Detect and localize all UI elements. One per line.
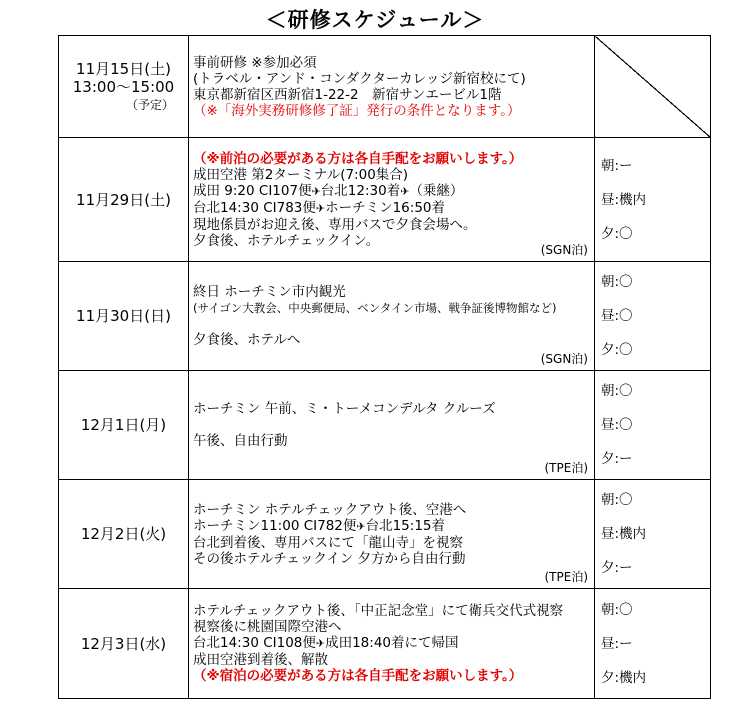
detail-line: その後ホテルチェックイン 夕方から自由行動 (193, 550, 466, 567)
detail-cell (189, 589, 595, 699)
meal-breakfast: 朝:ー (601, 157, 633, 174)
table-row (59, 262, 711, 371)
stay-label: (SGN泊) (540, 352, 588, 366)
meal-lunch: 昼:〇 (601, 308, 633, 324)
detail-line: 午後、自由行動 (193, 433, 288, 449)
stay-label: (TPE泊) (544, 461, 588, 475)
date-cell (59, 589, 189, 699)
detail-line: ホーチミン ホテルチェックアウト後、空港へ (193, 501, 467, 518)
meal-lunch: 昼:〇 (601, 417, 633, 433)
detail-line: 現地係員がお迎え後、専用バスで夕食会場へ。 (193, 216, 477, 233)
detail-line: 事前研修 ※参加必須 (193, 54, 317, 71)
flight-depart: 台北14:30 CI783便 (193, 199, 316, 216)
meal-dinner: 夕:〇 (601, 342, 633, 358)
detail-line: 終日 ホーチミン市内観光 (193, 284, 346, 300)
meal-breakfast: 朝:〇 (601, 383, 633, 399)
transit-label: （乗継） (409, 182, 464, 199)
table-row (59, 371, 711, 480)
meal-lunch: 昼:機内 (601, 526, 647, 542)
page-title: ＜研修スケジュール＞ (265, 8, 485, 32)
date-cell (59, 36, 189, 138)
flight-depart: 成田 9:20 CI107便 (193, 182, 312, 199)
meal-dinner: 夕:ー (601, 560, 633, 576)
detail-line: 東京都新宿区西新宿1-22-2 新宿サンエービル1階 (193, 86, 502, 103)
time-label: 13:00～15:00 (72, 77, 175, 96)
detail-cell (189, 262, 595, 371)
detail-line: 夕食後、ホテルへ (193, 332, 301, 348)
stay-arrangement-note: （※宿泊の必要がある方は各自手配をお願いします。） (193, 668, 523, 684)
meal-breakfast: 朝:〇 (601, 601, 633, 618)
meal-cell (595, 262, 711, 371)
stay-label: (TPE泊) (544, 570, 588, 584)
table-row (59, 138, 711, 262)
detail-line: 成田空港 第2ターミナル(7:00集合) (193, 166, 409, 183)
meal-lunch: 昼:機内 (601, 191, 647, 208)
detail-cell (189, 480, 595, 589)
flight-arrive: ホーチミン16:50着 (325, 199, 445, 216)
detail-line (193, 183, 590, 200)
stay-label: (SGN泊) (540, 243, 588, 257)
date-cell (59, 138, 189, 262)
date-note: （予定） (125, 97, 174, 112)
flight-arrive: 成田18:40着にて帰国 (325, 635, 459, 651)
flight-depart: ホーチミン11:00 CI782便 (193, 517, 357, 534)
meal-dinner: 夕:〇 (601, 225, 633, 242)
flight-arrive: 台北12:30着 (320, 182, 401, 199)
schedule-table (58, 35, 711, 699)
meal-lunch: 昼:ー (601, 635, 633, 652)
date-cell (59, 480, 189, 589)
meal-cell (595, 371, 711, 480)
airplane-icon: ✈ (356, 519, 366, 533)
detail-line: ホーチミン 午前、ミ・トーメコンデルタ クルーズ (193, 401, 496, 417)
date-label: 12月3日(水) (80, 634, 167, 653)
meal-breakfast: 朝:〇 (601, 274, 633, 290)
detail-line (193, 200, 590, 217)
detail-line: 台北到着後、専用バスにて「龍山寺」を視察 (193, 534, 463, 551)
meal-breakfast: 朝:〇 (601, 492, 633, 508)
detail-cell (189, 371, 595, 480)
certificate-note: （※「海外実務研修修了証」発行の条件となります。） (193, 102, 521, 119)
airplane-icon: ✈ (400, 184, 410, 198)
detail-line: ホテルチェックアウト後、「中正記念堂」にて衛兵交代式視察 (193, 603, 564, 619)
date-label: 11月15日(土) (76, 59, 171, 78)
flight-arrive: 台北15:15着 (365, 517, 445, 534)
meal-cell (595, 138, 711, 262)
detail-line (193, 518, 590, 535)
flight-depart: 台北14:30 CI108便 (193, 635, 316, 651)
meal-cell (595, 480, 711, 589)
detail-line: (サイゴン大教会、中央郵便局、ベンタイン市場、戦争証後博物館など) (193, 301, 557, 315)
meal-cell (595, 589, 711, 699)
date-label: 11月29日(土) (76, 190, 171, 209)
detail-line: 夕食後、ホテルチェックイン。 (193, 232, 380, 249)
table-row (59, 36, 711, 138)
detail-cell (189, 138, 595, 262)
detail-cell (189, 36, 595, 138)
table-row (59, 480, 711, 589)
airplane-icon: ✈ (311, 184, 321, 198)
date-label: 12月1日(月) (80, 416, 167, 434)
meal-dinner: 夕:ー (601, 451, 633, 467)
meal-cell-empty (595, 36, 711, 138)
meal-dinner: 夕:機内 (601, 669, 647, 686)
date-cell (59, 262, 189, 371)
date-label: 12月2日(火) (80, 525, 167, 543)
detail-line: 視察後に桃園国際空港へ (193, 619, 342, 635)
detail-line: (トラベル・アンド・コンダクターカレッジ新宿校にて) (193, 70, 526, 87)
airplane-icon: ✈ (315, 201, 326, 215)
pre-stay-note: （※前泊の必要がある方は各自手配をお願いします。） (193, 150, 523, 167)
date-label: 11月30日(日) (76, 307, 171, 325)
table-row (59, 589, 711, 699)
date-cell (59, 371, 189, 480)
detail-line (193, 635, 590, 652)
detail-line: 成田空港到着後、解散 (193, 652, 328, 668)
airplane-icon: ✈ (315, 637, 326, 650)
